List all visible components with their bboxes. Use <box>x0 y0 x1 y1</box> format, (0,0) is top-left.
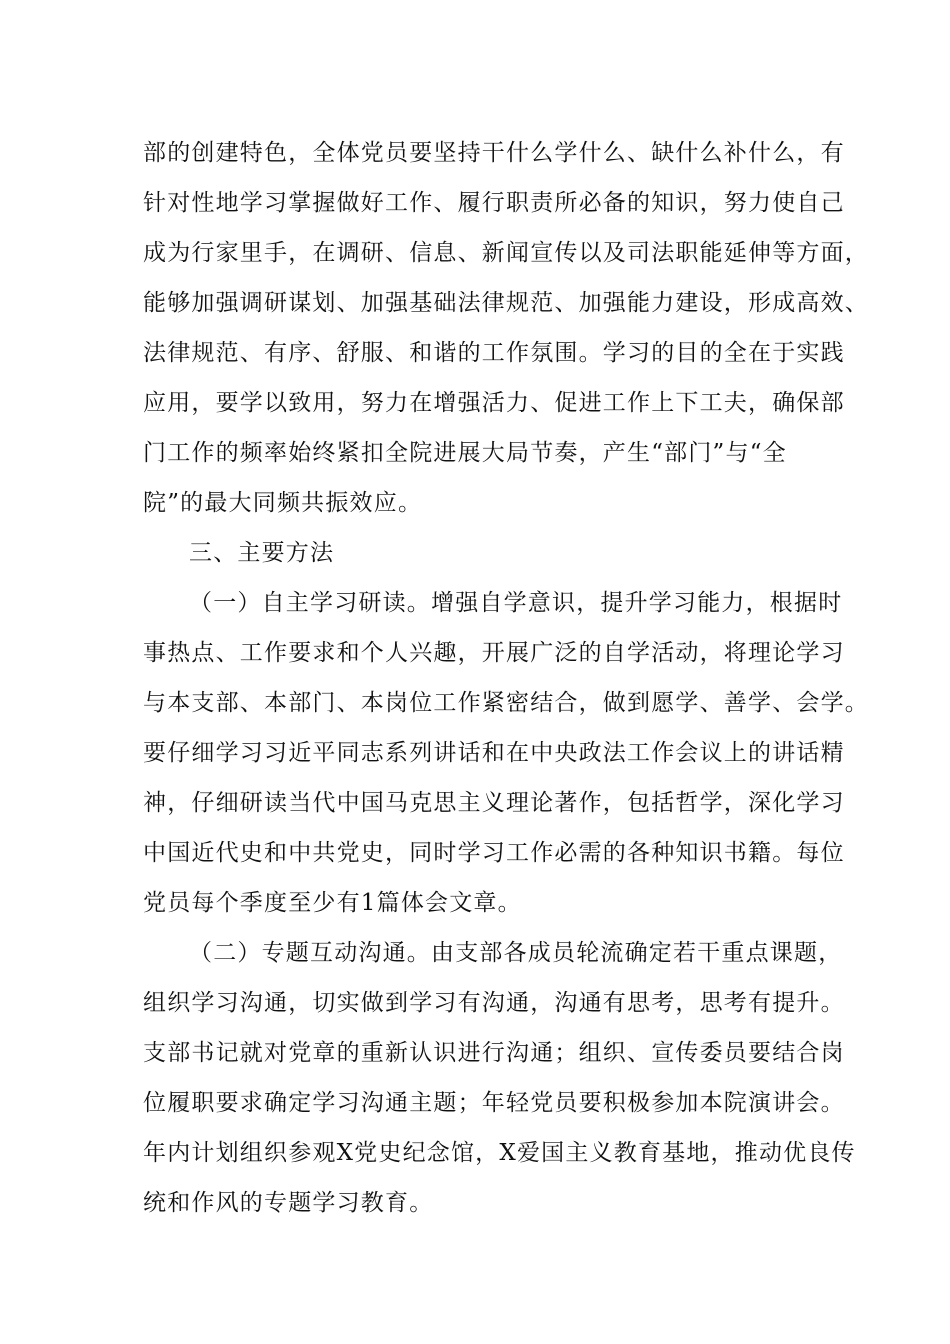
paragraph-line: （一）自主学习研读。增强自学意识，提升学习能力，根据时 <box>189 590 843 616</box>
paragraph-line: 法律规范、有序、舒服、和谐的工作氛围。学习的目的全在于实践 <box>143 340 845 366</box>
paragraph-line: 与本支部、本部门、本岗位工作紧密结合，做到愿学、善学、会学。 <box>143 690 869 716</box>
paragraph-line: 能够加强调研谋划、加强基础法律规范、加强能力建设，形成高效、 <box>143 290 869 316</box>
paragraph-line: 支部书记就对党章的重新认识进行沟通；组织、宣传委员要结合岗 <box>143 1040 845 1066</box>
paragraph-line: 中国近代史和中共党史，同时学习工作必需的各种知识书籍。每位 <box>143 840 845 866</box>
paragraph-line: 成为行家里手，在调研、信息、新闻宣传以及司法职能延伸等方面， <box>143 240 869 266</box>
paragraph-line: 部的创建特色，全体党员要坚持干什么学什么、缺什么补什么，有 <box>143 140 845 166</box>
paragraph-line: 年内计划组织参观X党史纪念馆，X爱国主义教育基地，推动优良传 <box>143 1140 856 1166</box>
paragraph-line: （二）专题互动沟通。由支部各成员轮流确定若干重点课题， <box>189 940 843 966</box>
paragraph-line: 院”的最大同频共振效应。 <box>143 490 423 516</box>
section-heading: 三、主要方法 <box>189 540 335 566</box>
paragraph-line: 要仔细学习习近平同志系列讲话和在中央政法工作会议上的讲话精 <box>143 740 845 766</box>
paragraph-line: 门工作的频率始终紧扣全院进展大局节奏，产生“部门”与“全 <box>143 440 787 466</box>
paragraph-line: 应用，要学以致用，努力在增强活力、促进工作上下工夫，确保部 <box>143 390 845 416</box>
paragraph-line: 针对性地学习掌握做好工作、履行职责所必备的知识，努力使自己 <box>143 190 845 216</box>
paragraph-line: 党员每个季度至少有1篇体会文章。 <box>143 890 522 916</box>
paragraph-line: 位履职要求确定学习沟通主题；年轻党员要积极参加本院演讲会。 <box>143 1090 845 1116</box>
paragraph-line: 神，仔细研读当代中国马克思主义理论著作，包括哲学，深化学习 <box>143 790 845 816</box>
paragraph-line: 统和作风的专题学习教育。 <box>143 1190 434 1216</box>
paragraph-line: 组织学习沟通，切实做到学习有沟通，沟通有思考，思考有提升。 <box>143 990 845 1016</box>
paragraph-line: 事热点、工作要求和个人兴趣，开展广泛的自学活动，将理论学习 <box>143 640 845 666</box>
document-body <box>143 128 869 1228</box>
